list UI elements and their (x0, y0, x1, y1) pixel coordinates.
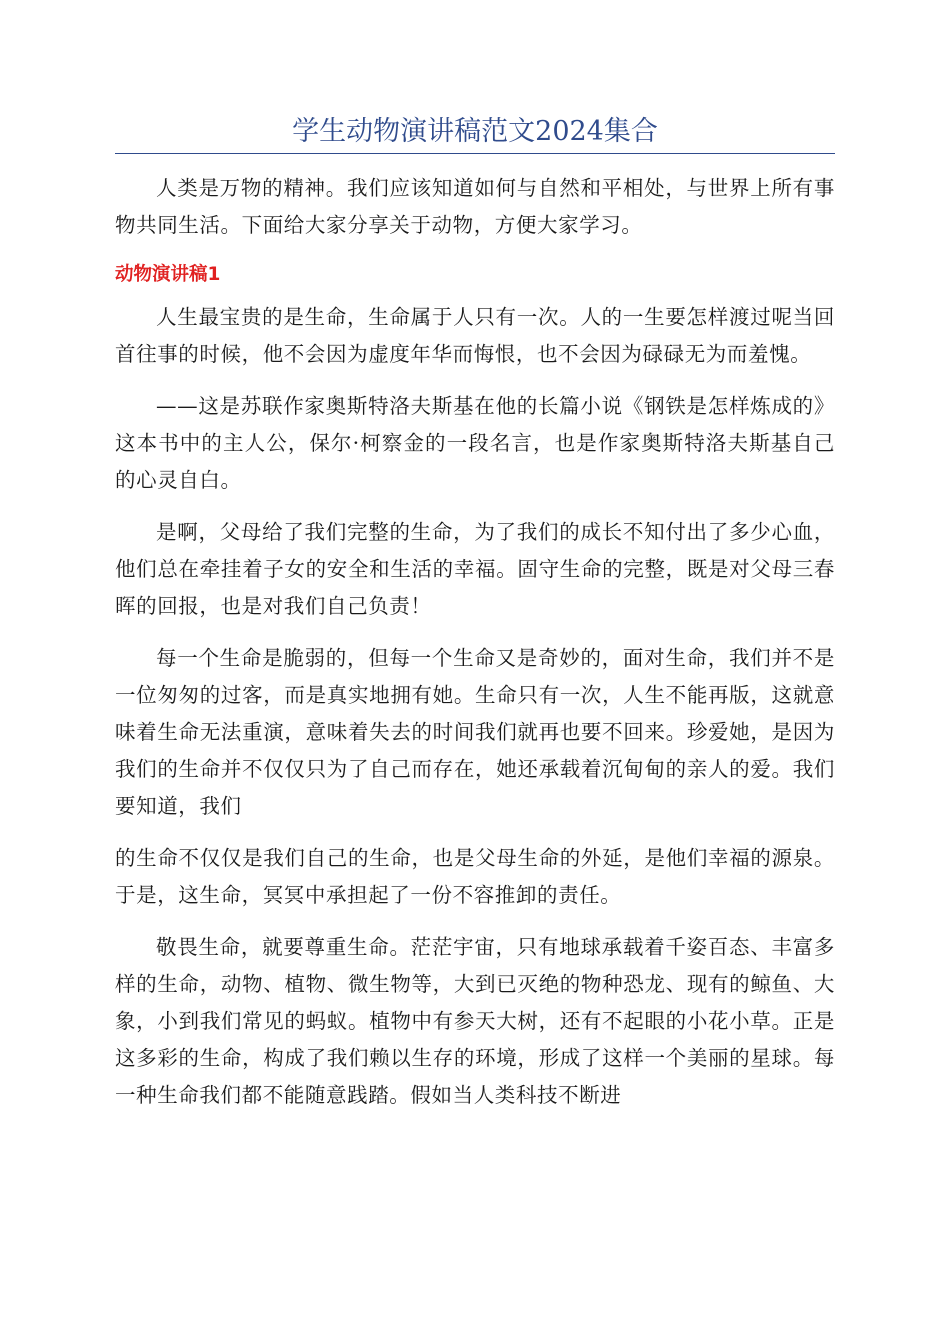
document-body (115, 170, 835, 1129)
document-title: 学生动物演讲稿范文2024集合 (292, 116, 658, 147)
body-paragraph-3: 是啊，父母给了我们完整的生命，为了我们的成长不知付出了多少心血，他们总在牵挂着子女的安全和生活的幸福。固守生命的完整，既是对父母三春晖的回报，也是对我们自己负责！ (115, 520, 835, 618)
body-paragraph-4: 每一个生命是脆弱的，但每一个生命又是奇妙的，面对生命，我们并不是一位匆匆的过客，而是真实地拥有她。生命只有一次，人生不能再版，这就意味着生命无法重演，意味着失去的时间我们就再也要不回来。珍爱她，是因为我们的生命并不仅仅只为了自己而存在，她还承载着沉甸甸的亲人的爱。我们要知道，我们 (115, 646, 835, 818)
section-heading: 动物演讲稿1 (115, 264, 221, 285)
body-paragraph-5: 的生命不仅仅是我们自己的生命，也是父母生命的外延，是他们幸福的源泉。于是，这生命，冥冥中承担起了一份不容推卸的责任。 (115, 846, 835, 907)
body-paragraph-2: ——这是苏联作家奥斯特洛夫斯基在他的长篇小说《钢铁是怎样炼成的》这本书中的主人公，保尔·柯察金的一段名言，也是作家奥斯特洛夫斯基自己的心灵自白。 (115, 394, 835, 492)
title-underline (115, 153, 835, 154)
body-paragraph-6: 敬畏生命，就要尊重生命。茫茫宇宙，只有地球承载着千姿百态、丰富多样的生命，动物、植物、微生物等，大到已灭绝的物种恐龙、现有的鲸鱼、大象，小到我们常见的蚂蚁。植物中有参天大树，还有不起眼的小花小草。正是这多彩的生命，构成了我们赖以生存的环境，形成了这样一个美丽的星球。每一种生命我们都不能随意践踏。假如当人类科技不断进 (115, 935, 835, 1107)
body-paragraph-1: 人生最宝贵的是生命，生命属于人只有一次。人的一生要怎样渡过呢当回首往事的时候，他不会因为虚度年华而悔恨，也不会因为碌碌无为而羞愧。 (115, 305, 835, 366)
intro-paragraph: 人类是万物的精神。我们应该知道如何与自然和平相处，与世界上所有事物共同生活。下面给大家分享关于动物，方便大家学习。 (115, 176, 835, 237)
